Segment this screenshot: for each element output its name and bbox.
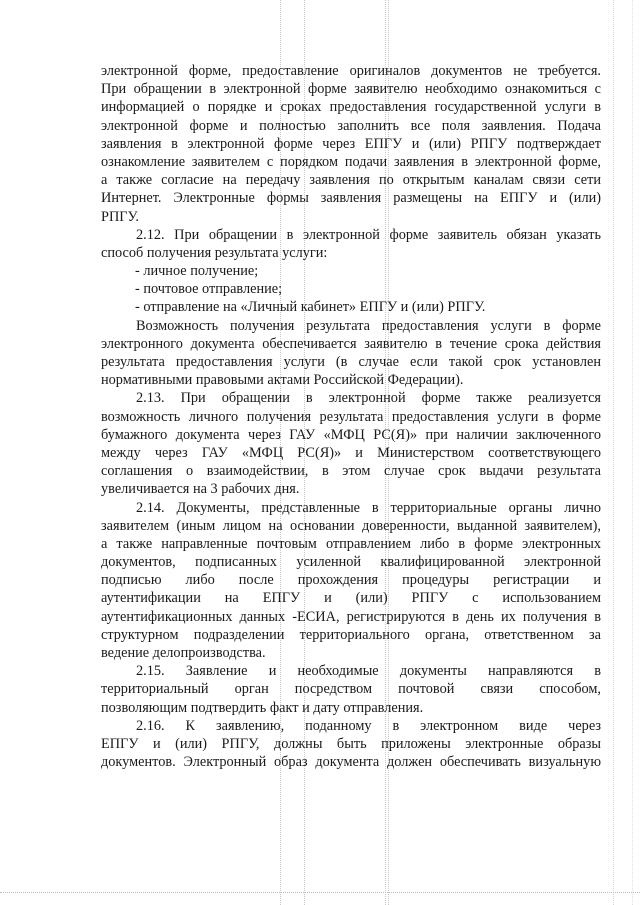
- text-line: 2.16. К заявлению, поданному в электронном виде через: [136, 717, 601, 734]
- text-line: 2.12. При обращении в электронной форме заявитель обязан указать: [136, 226, 601, 243]
- text-line: документов. Электронный образ документа должен обеспечивать визуальную: [101, 754, 601, 771]
- text-line: 2.14. Документы, представленные в территориальные органы лично: [136, 499, 601, 516]
- text-line: электронной форме и полностью заполнить все поля заявления. Подача: [101, 117, 601, 134]
- text-line: бумажного документа через ГАУ «МФЦ РС(Я)» при наличии заключенного: [101, 426, 601, 443]
- text-line: - отправление на «Личный кабинет» ЕПГУ и (или) РПГУ.: [135, 299, 486, 316]
- text-line: способ получения результата услуги:: [101, 244, 328, 261]
- scan-bottom-edge: [0, 892, 640, 893]
- text-line: Возможность получения результата предоставления услуги в форме: [136, 317, 601, 334]
- text-line: увеличивается на 3 рабочих дня.: [101, 481, 300, 498]
- text-line: - почтовое отправление;: [135, 281, 283, 298]
- text-line: подписью либо после прохождения процедуры регистрации и: [101, 572, 601, 589]
- scan-artifact-line: [613, 0, 614, 905]
- document-body-text: [101, 62, 601, 771]
- text-line: территориальный орган посредством почтовой связи способом,: [101, 681, 601, 698]
- text-line: При обращении в электронной форме заявителю необходимо ознакомиться с: [101, 81, 601, 98]
- text-line: результата предоставления услуги (в случае если такой срок установлен: [101, 354, 601, 370]
- text-line: аутентификационных данных -ЕСИА, регистрируются в день их получения в: [101, 608, 601, 625]
- text-line: электронной форме, предоставление оригиналов документов не требуется.: [101, 63, 601, 79]
- text-line: заявителем (иным лицом на основании доверенности, выданной заявителем),: [101, 517, 601, 534]
- text-line: Интернет. Электронные формы заявления размещены на ЕПГУ и (или): [101, 190, 601, 207]
- text-line: РПГУ.: [101, 208, 139, 225]
- text-line: ознакомление заявителем с порядком подачи заявления в электронной форме,: [101, 153, 601, 170]
- text-line: - личное получение;: [135, 263, 259, 280]
- text-line: 2.15. Заявление и необходимые документы направляются в: [136, 663, 601, 680]
- text-line: ведение делопроизводства.: [101, 645, 266, 661]
- text-line: а также согласие на передачу заявления по открытым каналам связи сети: [101, 172, 601, 189]
- text-line: аутентификации на ЕПГУ и (или) РПГУ с использованием: [101, 590, 601, 607]
- text-line: электронного документа обеспечивается заявителю в течение срока действия: [101, 335, 601, 352]
- scan-artifact-line: [632, 0, 633, 905]
- text-line: нормативными правовыми актами Российской Федерации).: [101, 372, 464, 389]
- text-line: соглашения о взаимодействии, в этом случае срок выдачи результата: [101, 463, 601, 480]
- text-line: а также направленные почтовым отправлением либо в форме электронных: [101, 535, 601, 552]
- text-line: документов, подписанных усиленной квалифицированной электронной: [101, 554, 601, 571]
- text-line: 2.13. При обращении в электронной форме также реализуется: [136, 390, 601, 407]
- text-line: информацией о порядке и сроках предоставления государственной услуги в: [101, 99, 601, 116]
- text-line: заявления в электронной форме через ЕПГУ и (или) РПГУ подтверждает: [101, 135, 601, 152]
- text-line: возможность личного получения результата предоставления услуги в форме: [101, 408, 601, 425]
- text-line: ЕПГУ и (или) РПГУ, должны быть приложены электронные образы: [101, 735, 601, 752]
- text-line: структурном подразделении территориального органа, ответственном за: [101, 626, 601, 643]
- text-line: позволяющим подтвердить факт и дату отправления.: [101, 699, 424, 716]
- text-line: между через ГАУ «МФЦ РС(Я)» и Министерством соответствующего: [101, 444, 601, 461]
